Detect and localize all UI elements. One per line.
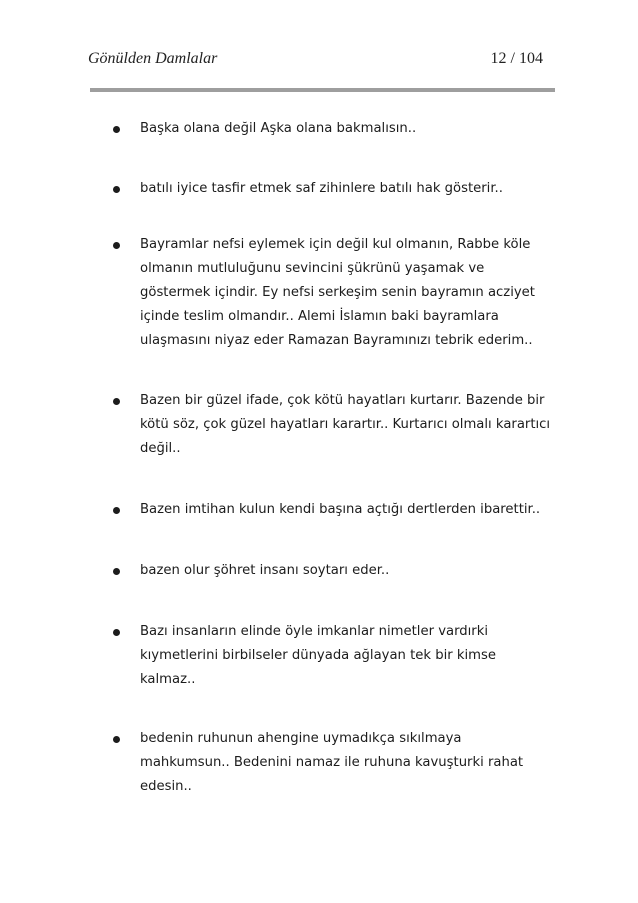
list-item (113, 727, 573, 799)
list-item-text: batılı iyice tasfir etmek saf zihinlere batılı hak gösterir.. (140, 181, 503, 196)
bullet-icon (113, 398, 120, 405)
header-divider (90, 88, 555, 92)
list-item-text: bedenin ruhunun ahengine uymadıkça sıkılmaya mahkumsun.. Bedenini namaz ile ruhuna kavuşturki rahat edesin.. (140, 731, 524, 794)
list-item (113, 233, 573, 353)
list-item-text: Bazen imtihan kulun kendi başına açtığı dertlerden ibarettir.. (140, 502, 541, 517)
list-item-text: Bayramlar nefsi eylemek için değil kul olmanın, Rabbe köle olmanın mutluluğunu sevincini şükrünü yaşamak ve göstermek içindir. Ey nefsi serkeşim senin bayramın acziyet içinde teslim olmandır.. Alemi İslamın baki bayramlara ulaşmasını niyaz eder Ramazan Bayramınızı tebrik ederim.. (140, 237, 535, 348)
list-item-text: Bazı insanların elinde öyle imkanlar nimetler vardırki kıymetlerini birbilseler dünyada ağlayan tek bir kimse kalmaz.. (140, 624, 496, 687)
bullet-icon (113, 736, 120, 743)
list-item-text: Başka olana değil Aşka olana bakmalısın.. (140, 121, 417, 136)
list-item (113, 177, 573, 201)
list-item-text: bazen olur şöhret insanı soytarı eder.. (140, 563, 390, 578)
page-number: 12 / 104 (490, 50, 543, 67)
list-item (113, 559, 573, 583)
bullet-icon (113, 568, 120, 575)
bullet-icon (113, 629, 120, 636)
book-title: Gönülden Damlalar (88, 50, 218, 67)
list-item-text: Bazen bir güzel ifade, çok kötü hayatları kurtarır. Bazende bir kötü söz, çok güzel hayatları karartır.. Kurtarıcı olmalı karartıcı değil.. (140, 393, 551, 456)
list-item (113, 498, 573, 522)
bullet-icon (113, 126, 120, 133)
bullet-icon (113, 242, 120, 249)
page-header (88, 50, 543, 74)
list-item (113, 389, 573, 461)
bullet-icon (113, 507, 120, 514)
list-item (113, 117, 573, 141)
bullet-icon (113, 186, 120, 193)
list-item (113, 620, 573, 692)
